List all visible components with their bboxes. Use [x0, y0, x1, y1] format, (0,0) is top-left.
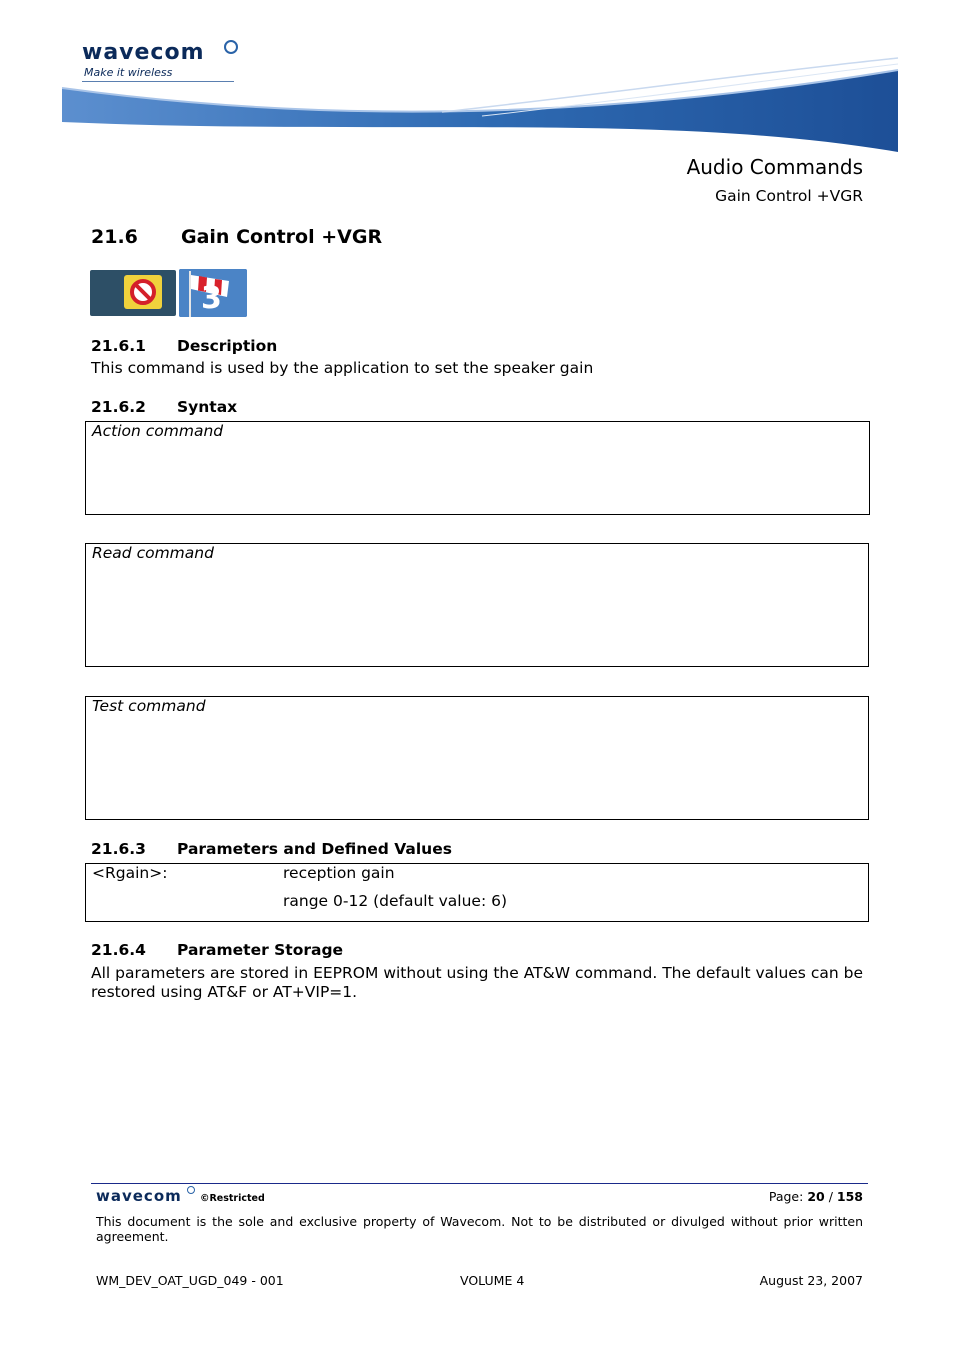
read-command-label: Read command: [92, 544, 214, 562]
footer-rule: [91, 1183, 868, 1184]
syntax-number: 21.6.2: [91, 398, 146, 416]
storage-text: All parameters are stored in EEPROM without using the AT&W command. The default values can be restored using AT&F or AT+VIP=1.: [91, 964, 863, 1001]
windsock-badge: [179, 269, 247, 317]
chapter-title: Audio Commands: [686, 155, 863, 179]
syntax-heading: [91, 398, 238, 416]
storage-number: 21.6.4: [91, 941, 146, 959]
syntax-title: Syntax: [177, 398, 238, 416]
page-separator: /: [828, 1189, 833, 1204]
description-title: Description: [177, 337, 278, 355]
footer-volume: VOLUME 4: [460, 1273, 525, 1288]
footer-doc-id: WM_DEV_OAT_UGD_049 - 001: [96, 1273, 284, 1288]
section-reference: Gain Control +VGR: [715, 187, 863, 205]
logo-wordmark: wavecom: [82, 40, 205, 65]
footer-logo: [96, 1186, 265, 1206]
badge-number: 3: [201, 281, 222, 316]
page-current: 20: [807, 1189, 825, 1204]
parameter-desc-line2: range 0-12 (default value: 6): [283, 892, 508, 910]
parameter-name: <Rgain>:: [92, 864, 168, 882]
header-wave-graphic: [62, 52, 900, 156]
footer-date: August 23, 2007: [759, 1273, 863, 1288]
section-number: 21.6: [91, 226, 138, 248]
section-heading: [91, 226, 383, 248]
description-text: This command is used by the application to set the speaker gain: [91, 359, 594, 377]
storage-heading: [91, 941, 344, 959]
parameter-desc-line1: reception gain: [283, 864, 395, 882]
test-command-box: [85, 696, 869, 820]
parameters-heading: [91, 840, 452, 858]
test-command-label: Test command: [92, 697, 206, 715]
page-total: 158: [836, 1189, 863, 1204]
parameters-number: 21.6.3: [91, 840, 146, 858]
restricted-label: ©Restricted: [199, 1193, 265, 1204]
logo-tagline: Make it wireless: [84, 66, 173, 79]
action-command-box: [85, 421, 870, 515]
storage-title: Parameter Storage: [177, 941, 344, 959]
no-sim-icon: [124, 275, 162, 309]
page-indicator: [769, 1189, 863, 1204]
parameters-title: Parameters and Defined Values: [177, 840, 452, 858]
read-command-box: [85, 543, 869, 667]
description-number: 21.6.1: [91, 337, 146, 355]
footer-notice: This document is the sole and exclusive property of Wavecom. Not to be distributed or divulged without prior written agreement.: [96, 1214, 863, 1244]
parameters-box: [85, 863, 869, 922]
description-heading: [91, 337, 278, 355]
sim-restriction-badge: [90, 270, 176, 316]
section-title: Gain Control +VGR: [181, 226, 383, 248]
page-label: Page:: [768, 1189, 804, 1204]
footer-logo-wordmark: wavecom: [96, 1187, 182, 1205]
footer-logo-swirl-icon: [187, 1186, 195, 1194]
action-command-label: Action command: [92, 422, 224, 440]
